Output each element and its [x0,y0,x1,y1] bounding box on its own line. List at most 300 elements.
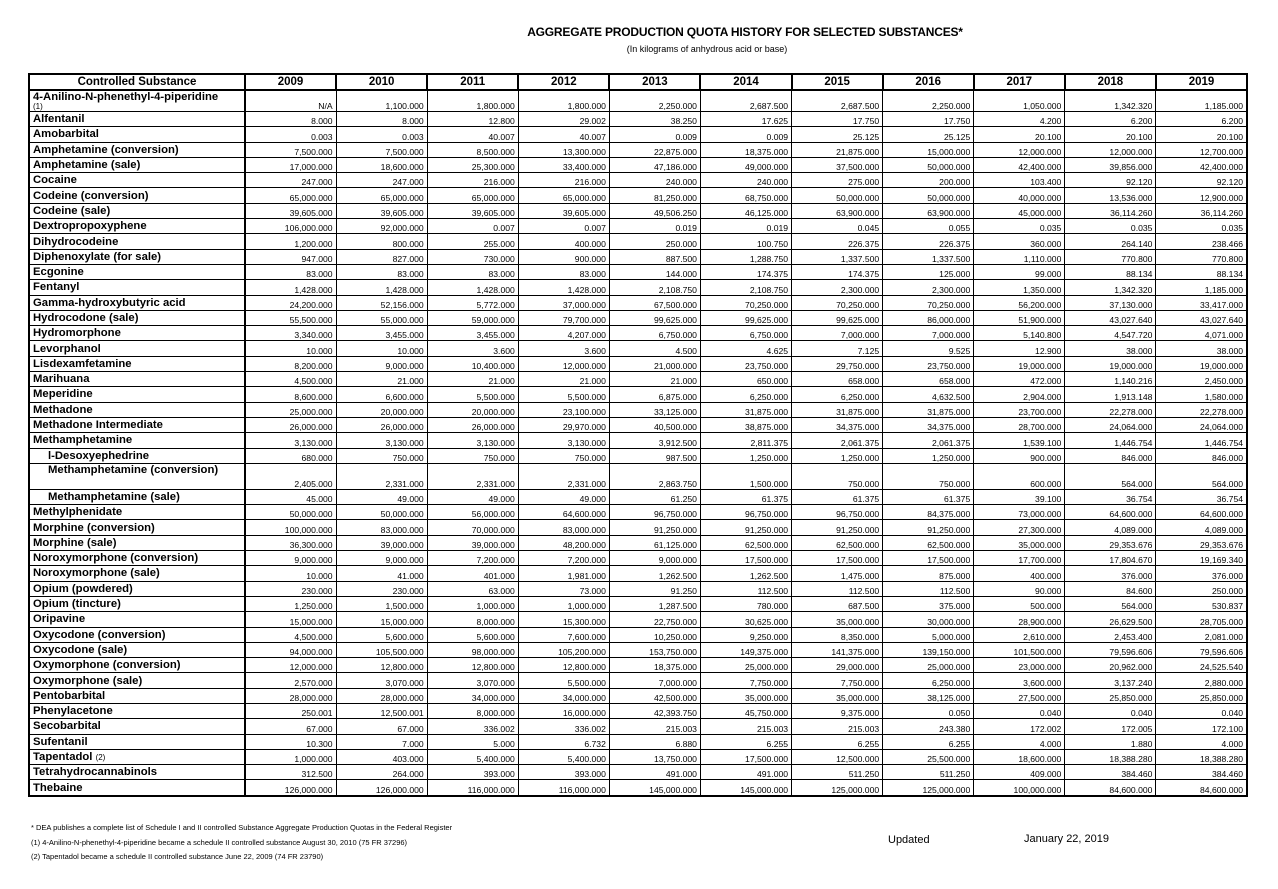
quota-value-cell: 70,250.000 [792,295,883,310]
substance-name: Cocaine [33,174,77,187]
quota-value-cell: 15,000.000 [336,612,427,627]
quota-value-cell: 1,000.000 [518,596,609,611]
quota-value-cell: 25,300.000 [427,157,518,172]
quota-value-cell: 240.000 [609,173,700,188]
quota-value-cell: 750.000 [427,448,518,463]
quota-value-cell: 1,428.000 [427,280,518,295]
quota-value-cell: 5,140.800 [974,326,1065,341]
quota-value-cell: 28,705.000 [1156,612,1247,627]
column-header-year: 2019 [1156,74,1247,90]
quota-value-cell: 770.800 [1156,249,1247,264]
quota-value-cell: 86,000.000 [883,310,974,325]
quota-value-cell: 1,500.000 [336,596,427,611]
quota-value-cell: 2,450.000 [1156,372,1247,387]
quota-value-cell: 83,000.000 [518,520,609,535]
quota-value-cell: 25,000.000 [883,658,974,673]
quota-value-cell: 2,250.000 [883,90,974,112]
column-header-substance: Controlled Substance [29,74,245,90]
quota-value-cell: 0.019 [700,219,791,234]
quota-value-cell: 112.500 [792,581,883,596]
quota-value-cell: 3,070.000 [336,673,427,688]
quota-value-cell: 63.000 [427,581,518,596]
quota-value-cell: 145,000.000 [700,780,791,796]
quota-value-cell: 18,388.280 [1065,749,1156,764]
quota-value-cell: 141,375.000 [792,642,883,657]
quota-value-cell: 243.380 [883,719,974,734]
quota-value-cell: 41.000 [336,566,427,581]
quota-value-cell: 18,375.000 [700,142,791,157]
table-row [29,326,1247,341]
table-row [29,566,1247,581]
substance-name: Thebaine [33,781,83,794]
table-row [29,356,1247,371]
substance-name-cell [29,673,245,688]
substance-name-cell [29,264,245,279]
quota-value-cell: 103.400 [974,173,1065,188]
quota-value-cell: 247.000 [336,173,427,188]
substance-name-cell [29,780,245,796]
quota-value-cell: 658.000 [883,372,974,387]
quota-value-cell: 2,570.000 [245,673,336,688]
quota-value-cell: 20,962.000 [1065,658,1156,673]
quota-value-cell: 3.600 [518,341,609,356]
table-row [29,551,1247,566]
quota-value-cell: 250.001 [245,703,336,718]
quota-value-cell: 3,130.000 [245,433,336,448]
quota-value-cell: 1,000.000 [245,749,336,764]
substance-name: Opium (tincture) [33,598,121,611]
quota-value-cell: 16,000.000 [518,703,609,718]
quota-value-cell: 2,108.750 [609,280,700,295]
quota-value-cell: 42,500.000 [609,688,700,703]
quota-value-cell: 6.200 [1156,112,1247,127]
quota-value-cell: 875.000 [883,566,974,581]
quota-value-cell: 650.000 [700,372,791,387]
quota-value-cell: 255.000 [427,234,518,249]
quota-value-cell: 4,207.000 [518,326,609,341]
substance-name: Oripavine [33,613,86,626]
table-row [29,780,1247,796]
substance-name: Oxycodone (conversion) [33,628,166,641]
quota-value-cell: 61.375 [792,489,883,504]
substance-name-cell [29,551,245,566]
quota-value-cell: 17.750 [792,112,883,127]
quota-value-cell: 106,000.000 [245,219,336,234]
quota-value-cell: 6.255 [700,734,791,749]
quota-value-cell: 65,000.000 [427,188,518,203]
quota-value-cell: 99.000 [974,264,1065,279]
quota-value-cell: 42,393.750 [609,703,700,718]
quota-value-cell: 91,250.000 [883,520,974,535]
quota-value-cell: 275.000 [792,173,883,188]
quota-value-cell: 38,125.000 [883,688,974,703]
table-row [29,417,1247,432]
quota-value-cell: 45,750.000 [700,703,791,718]
quota-value-cell: 887.500 [609,249,700,264]
substance-name: Levorphanol [33,342,101,355]
quota-value-cell: 91,250.000 [792,520,883,535]
quota-value-cell: 63,900.000 [883,203,974,218]
quota-value-cell: 1,287.500 [609,596,700,611]
quota-value-cell: 5,000.000 [883,627,974,642]
quota-value-cell: 24,200.000 [245,295,336,310]
table-row [29,295,1247,310]
substance-name-cell [29,489,245,504]
quota-value-cell: 17.625 [700,112,791,127]
quota-value-cell: 24,064.000 [1156,417,1247,432]
quota-value-cell: 96,750.000 [700,505,791,520]
quota-value-cell: 25,850.000 [1156,688,1247,703]
quota-value-cell: 26,000.000 [336,417,427,432]
quota-value-cell: 2,081.000 [1156,627,1247,642]
quota-value-cell: 10.300 [245,734,336,749]
quota-value-cell: 3,912.500 [609,433,700,448]
quota-value-cell: 264.000 [336,765,427,780]
quota-value-cell: 6,750.000 [609,326,700,341]
substance-name: Diphenoxylate (for sale) [33,250,162,263]
quota-value-cell: 2,610.000 [974,627,1065,642]
quota-value-cell: 6.255 [792,734,883,749]
quota-value-cell: 90.000 [974,581,1065,596]
quota-value-cell: 19,000.000 [974,356,1065,371]
substance-name-cell [29,734,245,749]
quota-value-cell: 83,000.000 [336,520,427,535]
quota-value-cell: 12.800 [427,112,518,127]
quota-value-cell: 29,970.000 [518,417,609,432]
quota-value-cell: 19,169.340 [1156,551,1247,566]
quota-value-cell: 1,262.500 [609,566,700,581]
substance-name: Methamphetamine (sale) [48,490,180,503]
quota-value-cell: 4,500.000 [245,627,336,642]
quota-value-cell: 6,875.000 [609,387,700,402]
substance-name-cell [29,127,245,142]
quota-value-cell: 33,400.000 [518,157,609,172]
quota-value-cell: 17,500.000 [700,749,791,764]
substance-name: Amobarbital [33,128,99,141]
quota-value-cell: 491.000 [700,765,791,780]
quota-value-cell: 33,417.000 [1156,295,1247,310]
quota-value-cell: 29,353.676 [1156,535,1247,550]
quota-value-cell: 8,000.000 [427,612,518,627]
quota-value-cell: 0.050 [883,703,974,718]
quota-value-cell: 37,500.000 [792,157,883,172]
quota-value-cell: 99,625.000 [609,310,700,325]
quota-value-cell: 400.000 [974,566,1065,581]
substance-name-cell [29,417,245,432]
quota-value-cell: 9,000.000 [336,356,427,371]
quota-value-cell: 25,000.000 [700,658,791,673]
substance-name: Dextropropoxyphene [33,220,147,233]
quota-value-cell: 59,000.000 [427,310,518,325]
quota-value-cell: 70,250.000 [883,295,974,310]
quota-value-cell: 511.250 [883,765,974,780]
table-row [29,719,1247,734]
column-header-year: 2009 [245,74,336,90]
quota-value-cell: 1,337.500 [792,249,883,264]
substance-name-cell [29,157,245,172]
substance-name: Marihuana [33,373,90,386]
quota-value-cell: 1,800.000 [518,90,609,112]
quota-value-cell: 88.134 [1156,264,1247,279]
substance-name-cell [29,402,245,417]
quota-value-cell: 26,000.000 [245,417,336,432]
table-row [29,387,1247,402]
table-row [29,188,1247,203]
quota-value-cell: 1,100.000 [336,90,427,112]
quota-value-cell: 22,278.000 [1065,402,1156,417]
table-row [29,463,1247,489]
quota-value-cell: 22,278.000 [1156,402,1247,417]
quota-value-cell: 1,446.754 [1065,433,1156,448]
quota-value-cell: 20,000.000 [336,402,427,417]
quota-value-cell: 5,500.000 [427,387,518,402]
quota-value-cell: 101,500.000 [974,642,1065,657]
quota-value-cell: 20.100 [1156,127,1247,142]
substance-name: Lisdexamfetamine [33,357,132,370]
quota-value-cell: 17,804.670 [1065,551,1156,566]
quota-value-cell: 2,300.000 [883,280,974,295]
quota-value-cell: 45.000 [245,489,336,504]
quota-value-cell: 67.000 [336,719,427,734]
substance-name: Oxycodone (sale) [33,643,128,656]
quota-value-cell: 0.009 [609,127,700,142]
quota-value-cell: 50,000.000 [883,157,974,172]
quota-value-cell: 0.003 [245,127,336,142]
quota-value-cell: 139,150.000 [883,642,974,657]
quota-value-cell: 750.000 [336,448,427,463]
quota-value-cell: 20.100 [1065,127,1156,142]
quota-value-cell: 92.120 [1065,173,1156,188]
quota-value-cell: 38.250 [609,112,700,127]
substance-name-cell [29,387,245,402]
quota-value-cell: 384.460 [1065,765,1156,780]
quota-value-cell: 2,687.500 [700,90,791,112]
quota-value-cell: 68,750.000 [700,188,791,203]
quota-value-cell: 61.375 [700,489,791,504]
quota-value-cell: 34,375.000 [883,417,974,432]
quota-value-cell: 0.040 [974,703,1065,718]
quota-value-cell: 1,288.750 [700,249,791,264]
quota-value-cell: 1,185.000 [1156,90,1247,112]
footnote-2: (2) Tapentadol became a schedule II controlled substance June 22, 2009 (74 FR 23790) [31,852,324,861]
column-header-year: 2011 [427,74,518,90]
quota-value-cell: 900.000 [518,249,609,264]
quota-value-cell: 1,250.000 [700,448,791,463]
quota-value-cell: 7,000.000 [792,326,883,341]
quota-value-cell: 22,750.000 [609,612,700,627]
quota-value-cell: 35,000.000 [974,535,1065,550]
quota-value-cell: 105,200.000 [518,642,609,657]
table-row [29,249,1247,264]
quota-value-cell: 29,750.000 [792,356,883,371]
quota-value-cell: 112.500 [700,581,791,596]
substance-name: Dihydrocodeine [33,235,119,248]
quota-value-cell: 22,875.000 [609,142,700,157]
quota-value-cell: 3,455.000 [336,326,427,341]
quota-value-cell: 827.000 [336,249,427,264]
quota-value-cell: 79,596.606 [1156,642,1247,657]
table-row [29,90,1247,112]
quota-value-cell: 12,000.000 [518,356,609,371]
quota-value-cell: 45,000.000 [974,203,1065,218]
table-row [29,612,1247,627]
quota-value-cell: 472.000 [974,372,1065,387]
quota-value-cell: 61,125.000 [609,535,700,550]
quota-value-cell: 24,525.540 [1156,658,1247,673]
quota-value-cell: 31,875.000 [883,402,974,417]
substance-name-cell [29,310,245,325]
quota-value-cell: 52,156.000 [336,295,427,310]
quota-value-cell: 174.375 [700,264,791,279]
quota-value-cell: 3,600.000 [974,673,1065,688]
quota-value-cell: 6,250.000 [883,673,974,688]
quota-value-cell: 25,500.000 [883,749,974,764]
quota-value-cell: 1,185.000 [1156,280,1247,295]
quota-value-cell: 240.000 [700,173,791,188]
quota-value-cell: 47,186.000 [609,157,700,172]
quota-value-cell: 360.000 [974,234,1065,249]
quota-value-cell: 24,064.000 [1065,417,1156,432]
quota-value-cell: 145,000.000 [609,780,700,796]
quota-value-cell: 172.100 [1156,719,1247,734]
table-row [29,596,1247,611]
quota-value-cell: 5,400.000 [427,749,518,764]
quota-value-cell: 680.000 [245,448,336,463]
quota-value-cell: 10,250.000 [609,627,700,642]
quota-value-cell: 17,500.000 [792,551,883,566]
quota-value-cell: 36,300.000 [245,535,336,550]
quota-value-cell: 84.600 [1065,581,1156,596]
column-header-year: 2017 [974,74,1065,90]
quota-value-cell: 7,500.000 [336,142,427,157]
substance-name: Methylphenidate [33,506,123,519]
quota-value-cell: 400.000 [518,234,609,249]
quota-value-cell: 73,000.000 [974,505,1065,520]
quota-value-cell: 20.100 [974,127,1065,142]
substance-name-cell [29,326,245,341]
quota-value-cell: 112.500 [883,581,974,596]
quota-value-cell: 1,342.320 [1065,280,1156,295]
quota-value-cell: 37,130.000 [1065,295,1156,310]
quota-value-cell: 36.754 [1156,489,1247,504]
quota-value-cell: 56,200.000 [974,295,1065,310]
quota-value-cell: 29,353.676 [1065,535,1156,550]
updated-label: Updated [888,834,930,846]
quota-value-cell: 25.125 [883,127,974,142]
quota-value-cell: 94,000.000 [245,642,336,657]
quota-value-cell: 21.000 [518,372,609,387]
quota-value-cell: 491.000 [609,765,700,780]
substance-name-cell [29,581,245,596]
quota-value-cell: 23,100.000 [518,402,609,417]
substance-name-cell [29,596,245,611]
quota-value-cell: 10,400.000 [427,356,518,371]
page-title: AGGREGATE PRODUCTION QUOTA HISTORY FOR SELECTED SUBSTANCES* [527,25,963,39]
quota-value-cell: 34,000.000 [518,688,609,703]
quota-value-cell: 17,000.000 [245,157,336,172]
quota-value-cell: 1,342.320 [1065,90,1156,112]
quota-value-cell: 149,375.000 [700,642,791,657]
quota-value-cell: 6,750.000 [700,326,791,341]
quota-value-cell: 84,375.000 [883,505,974,520]
quota-value-cell: 153,750.000 [609,642,700,657]
quota-value-cell: 63,900.000 [792,203,883,218]
quota-value-cell: 99,625.000 [792,310,883,325]
quota-value-cell: 4,071.000 [1156,326,1247,341]
quota-value-cell: 12.900 [974,341,1065,356]
quota-value-cell: 8.000 [336,112,427,127]
table-row [29,219,1247,234]
quota-value-cell: 6.200 [1065,112,1156,127]
quota-value-cell: 7,200.000 [427,551,518,566]
quota-value-cell: 62,500.000 [792,535,883,550]
quota-value-cell: 62,500.000 [700,535,791,550]
substance-name-cell [29,642,245,657]
quota-value-cell: 64,600.000 [1156,505,1247,520]
quota-value-cell: 9,000.000 [336,551,427,566]
quota-value-cell: 3.600 [427,341,518,356]
substance-name-cell [29,234,245,249]
footnote-1: (1) 4-Anilino-N-phenethyl-4-piperidine became a schedule II controlled substance August 30, 2010 (75 FR 37296) [31,838,408,847]
quota-value-cell: 28,700.000 [974,417,1065,432]
quota-value-cell: 564.000 [1156,463,1247,489]
substance-name: Hydromorphone [33,327,121,340]
quota-value-cell: 12,000.000 [245,658,336,673]
quota-value-cell: 3,130.000 [427,433,518,448]
table-row [29,173,1247,188]
quota-value-cell: 174.375 [792,264,883,279]
table-row [29,581,1247,596]
substance-name: Methadone Intermediate [33,419,163,432]
table-row [29,142,1247,157]
quota-value-cell: 50,000.000 [336,505,427,520]
quota-value-cell: 83.000 [245,264,336,279]
quota-value-cell: 2,904.000 [974,387,1065,402]
quota-value-cell: 215.003 [700,719,791,734]
table-row [29,489,1247,504]
quota-value-cell: 10.000 [245,341,336,356]
quota-value-cell: 230.000 [336,581,427,596]
quota-value-cell: 7,750.000 [700,673,791,688]
quota-value-cell: 1,262.500 [700,566,791,581]
table-row [29,203,1247,218]
quota-value-cell: 8,200.000 [245,356,336,371]
quota-value-cell: 92,000.000 [336,219,427,234]
quota-value-cell: 5,400.000 [518,749,609,764]
quota-value-cell: 15,300.000 [518,612,609,627]
substance-name-cell [29,90,245,112]
quota-value-cell: 21.000 [609,372,700,387]
table-body [29,90,1247,796]
footnote-ref: (2) [95,752,106,762]
quota-value-cell: 67.000 [245,719,336,734]
quota-value-cell: 7.125 [792,341,883,356]
quota-value-cell: 7,000.000 [609,673,700,688]
quota-value-cell: 126,000.000 [245,780,336,796]
substance-name: 4-Anilino-N-phenethyl-4-piperidine [33,91,219,103]
quota-value-cell: 1,140.216 [1065,372,1156,387]
quota-value-cell: 5.000 [427,734,518,749]
quota-value-cell: 79,700.000 [518,310,609,325]
quota-value-cell: 7,000.000 [883,326,974,341]
quota-value-cell: 4.500 [609,341,700,356]
quota-value-cell: 564.000 [1065,463,1156,489]
quota-value-cell: 100,000.000 [974,780,1065,796]
quota-value-cell: 65,000.000 [518,188,609,203]
quota-value-cell: 8,000.000 [427,703,518,718]
quota-value-cell: 2,405.000 [245,463,336,489]
quota-value-cell: 1,580.000 [1156,387,1247,402]
